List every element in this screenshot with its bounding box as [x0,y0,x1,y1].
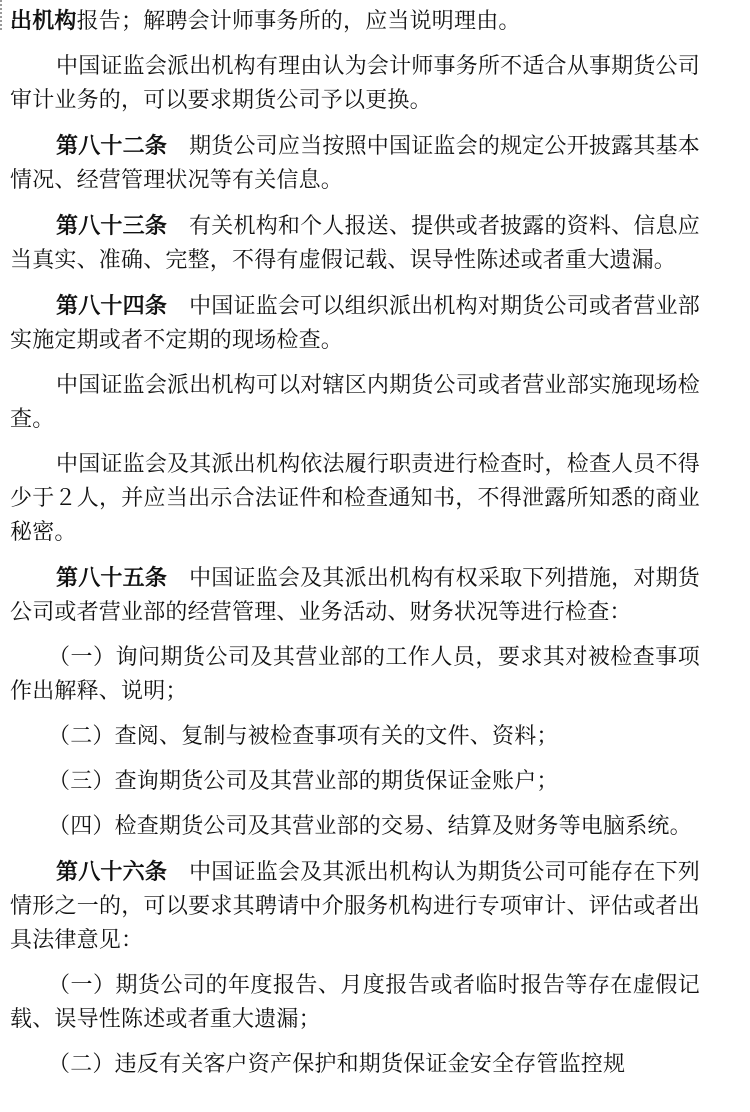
paragraph [10,50,700,118]
article-title: 第八十四条 [56,293,168,319]
list-item-text: （一）期货公司的年度报告、月度报告或者临时报告等存在虚假记载、误导性陈述或者重大遗漏； [10,973,700,1032]
list-item [10,720,700,754]
article-title: 第八十五条 [56,565,168,591]
paragraph [10,369,700,437]
paragraph-text: 中国证监会可以组织派出机构对期货公司或者营业部实施定期或者不定期的现场检查。 [10,294,700,353]
list-item-text: （三）查询期货公司及其营业部的期货保证金账户； [48,769,559,794]
list-item [10,765,700,799]
article-82 [10,129,700,198]
paragraph-text: 中国证监会及其派出机构有权采取下列措施，对期货公司或者营业部的经营管理、业务活动、财务状况等进行检查： [10,566,700,625]
article-85 [10,561,700,630]
paragraph-text: 中国证监会及其派出机构依法履行职责进行检查时，检查人员不得少于２人，并应当出示合法证件和检查通知书，不得泄露所知悉的商业秘密。 [10,452,700,545]
list-item-text: （二）查阅、复制与被检查事项有关的文件、资料； [48,724,559,749]
article-86 [10,855,700,958]
list-item [10,641,700,709]
list-item-text: （一）询问期货公司及其营业部的工作人员，要求其对被检查事项作出解释、说明； [10,645,700,704]
scan-margin-mark [0,0,8,30]
paragraph-text: 中国证监会派出机构可以对辖区内期货公司或者营业部实施现场检查。 [10,373,700,432]
paragraph-text: 中国证监会派出机构有理由认为会计师事务所不适合从事期货公司审计业务的，可以要求期货公司予以更换。 [10,54,700,113]
document-page [10,4,700,1093]
list-item [10,1048,700,1082]
paragraph-text: 中国证监会及其派出机构认为期货公司可能存在下列情形之一的，可以要求其聘请中介服务机构进行专项审计、评估或者出具法律意见： [10,860,700,953]
article-title: 第八十三条 [56,213,168,239]
article-title: 第八十二条 [56,133,168,159]
paragraph-text: 期货公司应当按照中国证监会的规定公开披露其基本情况、经营管理状况等有关信息。 [10,134,700,193]
article-84 [10,289,700,358]
paragraph-text: 有关机构和个人报送、提供或者披露的资料、信息应当真实、准确、完整，不得有虚假记载、误导性陈述或者重大遗漏。 [10,214,700,273]
article-83 [10,209,700,278]
list-item-text: （二）违反有关客户资产保护和期货保证金安全存管监控规 [48,1052,626,1077]
lead-text: 出机构 [10,8,77,34]
paragraph-text: 报告；解聘会计师事务所的，应当说明理由。 [76,9,521,34]
list-item-text: （四）检查期货公司及其营业部的交易、结算及财务等电脑系统。 [48,814,692,839]
list-item [10,969,700,1037]
paragraph-continuation [10,4,700,39]
list-item [10,810,700,844]
paragraph [10,448,700,550]
article-title: 第八十六条 [56,859,168,885]
